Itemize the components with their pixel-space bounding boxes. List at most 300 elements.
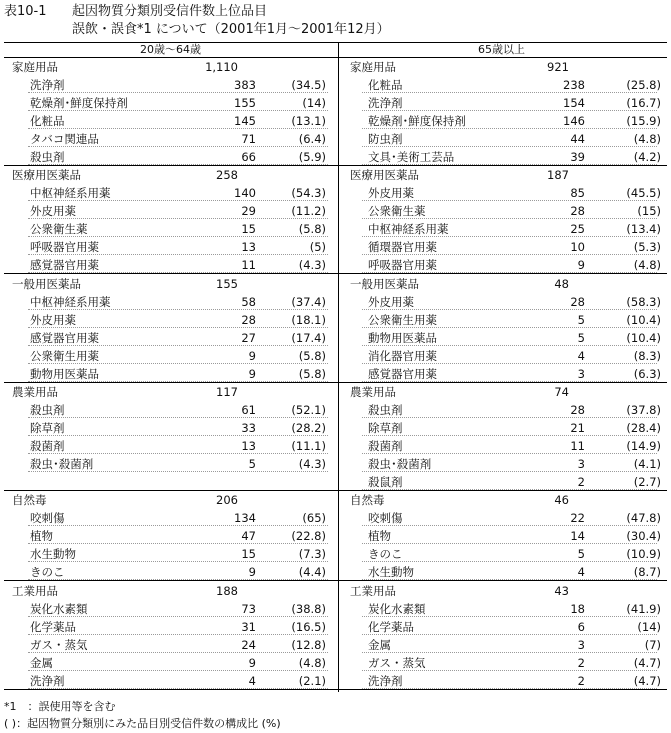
item-name: 乾燥剤･鮮度保持剤 <box>368 114 466 128</box>
item-count: 238 <box>563 78 585 92</box>
item-count: 11 <box>241 258 256 273</box>
item-name: 循環器官用薬 <box>368 240 437 255</box>
item-name: 感覚器官用薬 <box>30 330 99 345</box>
item-count: 2 <box>577 655 585 670</box>
item-count: 5 <box>577 312 585 327</box>
category-row <box>338 58 667 76</box>
item-percent: (28.2) <box>291 420 326 435</box>
row-underline <box>362 146 657 147</box>
item-percent: (6.3) <box>633 366 661 381</box>
row-underline <box>28 272 328 273</box>
item-count: 33 <box>241 420 256 435</box>
item-count: 9 <box>248 348 256 363</box>
table-number: 表10-1 <box>4 4 47 19</box>
item-name: 金属 <box>30 655 53 670</box>
item-name: 殺虫剤 <box>368 402 403 417</box>
item-row <box>4 654 338 672</box>
item-row <box>338 600 667 618</box>
category-row <box>338 582 667 600</box>
item-row <box>338 401 667 419</box>
item-count: 2 <box>577 673 585 688</box>
item-name: 殺虫･殺菌剤 <box>30 456 94 471</box>
row-underline <box>362 417 657 418</box>
item-percent: (65) <box>302 511 326 526</box>
category-total: 155 <box>216 276 238 291</box>
item-name: 化学薬品 <box>30 619 76 634</box>
item-row <box>338 473 667 491</box>
item-count: 6 <box>577 619 585 634</box>
item-row <box>338 256 667 274</box>
item-count: 61 <box>241 402 256 417</box>
table-subtitle: 誤飲・誤食*1 について（2001年1月～2001年12月） <box>72 22 390 37</box>
item-name: 感覚器官用薬 <box>368 366 437 381</box>
item-row <box>4 220 338 238</box>
row-underline <box>362 435 657 436</box>
category-block-left <box>4 491 338 581</box>
row-underline <box>362 489 657 490</box>
item-name: きのこ <box>368 547 403 562</box>
category-row <box>4 491 338 509</box>
item-name: 除草剤 <box>368 420 403 435</box>
item-percent: (5.3) <box>633 240 661 255</box>
column-header-elderly: 65歳以上 <box>478 43 525 56</box>
row-underline <box>28 110 328 111</box>
item-name: 化学薬品 <box>368 619 414 634</box>
item-percent: (5.8) <box>298 366 326 381</box>
item-percent: (8.7) <box>633 565 661 580</box>
category-row <box>4 582 338 600</box>
category-total: 46 <box>554 493 569 508</box>
item-row <box>338 220 667 238</box>
top-rule <box>4 42 667 43</box>
item-row <box>4 112 338 130</box>
item-percent: (10.4) <box>626 312 661 327</box>
table-title-text: 起因物質分類別受信件数上位品目 <box>72 4 268 19</box>
item-count: 27 <box>241 330 256 345</box>
row-underline <box>28 561 328 562</box>
item-count: 9 <box>248 565 256 580</box>
category-name: 一般用医薬品 <box>12 276 81 291</box>
category-block-right <box>338 383 667 491</box>
category-total: 43 <box>554 583 569 598</box>
category-name: 一般用医薬品 <box>350 276 419 291</box>
row-underline <box>362 688 657 689</box>
item-row <box>4 545 338 563</box>
data-table <box>4 58 667 690</box>
item-percent: (2.7) <box>633 474 661 489</box>
item-percent: (13.4) <box>626 222 661 237</box>
item-name: 炭化水素類 <box>368 601 426 616</box>
item-name: 殺鼠剤 <box>368 474 403 489</box>
row-underline <box>362 218 657 219</box>
row-underline <box>362 543 657 544</box>
item-percent: (52.1) <box>291 402 326 417</box>
item-name: 動物用医薬品 <box>368 330 437 345</box>
item-count: 11 <box>570 438 585 453</box>
item-name: 植物 <box>30 529 53 544</box>
item-name: 外皮用薬 <box>30 204 76 219</box>
item-row <box>4 527 338 545</box>
footnote-1: *1 ：誤使用等を含む <box>4 700 116 713</box>
item-count: 47 <box>241 529 256 544</box>
item-percent: (18.1) <box>291 312 326 327</box>
row-underline <box>28 688 328 689</box>
item-name: 中枢神経系用薬 <box>368 222 449 237</box>
item-row <box>4 256 338 274</box>
item-percent: (5.8) <box>298 348 326 363</box>
item-count: 4 <box>248 673 256 688</box>
row-underline <box>362 670 657 671</box>
item-name: 咬刺傷 <box>368 511 403 526</box>
item-name: 防虫剤 <box>368 132 403 146</box>
item-count: 154 <box>563 96 585 110</box>
row-underline <box>28 471 328 472</box>
row-underline <box>28 363 328 364</box>
item-row <box>4 238 338 256</box>
category-name: 医療用医薬品 <box>12 168 81 183</box>
item-count: 28 <box>241 312 256 327</box>
category-name: 工業用品 <box>350 583 396 598</box>
item-name: 洗浄剤 <box>368 96 403 110</box>
row-underline <box>28 435 328 436</box>
item-row <box>4 437 338 455</box>
row-underline <box>362 652 657 653</box>
item-name: 殺菌剤 <box>30 438 65 453</box>
footnote-2: ( )：起因物質分類別にみた品目別受信件数の構成比 (%) <box>4 717 281 730</box>
row-underline <box>362 579 657 580</box>
category-row <box>4 275 338 293</box>
column-header-adult: 20歳～64歳 <box>140 43 201 56</box>
row-underline <box>28 417 328 418</box>
item-count: 5 <box>577 547 585 562</box>
item-name: 洗浄剤 <box>30 673 65 688</box>
item-name: 植物 <box>368 529 391 544</box>
category-name: 農業用品 <box>350 384 396 399</box>
item-row <box>4 329 338 347</box>
item-row <box>338 527 667 545</box>
item-name: 外皮用薬 <box>368 186 414 201</box>
row-underline <box>28 616 328 617</box>
item-count: 5 <box>577 330 585 345</box>
item-percent: (17.4) <box>291 330 326 345</box>
item-count: 21 <box>570 420 585 435</box>
item-percent: (4.7) <box>633 655 661 670</box>
item-row <box>338 545 667 563</box>
row-underline <box>28 652 328 653</box>
row-underline <box>362 92 657 93</box>
item-name: 中枢神経系用薬 <box>30 186 111 201</box>
item-name: 消化器官用薬 <box>368 348 437 363</box>
row-underline <box>28 128 328 129</box>
item-percent: (11.1) <box>291 438 326 453</box>
item-name: 咬刺傷 <box>30 511 65 526</box>
item-row <box>4 636 338 654</box>
item-row <box>338 563 667 581</box>
item-name: 公衆衛生薬 <box>30 222 88 237</box>
item-count: 22 <box>570 511 585 526</box>
row-underline <box>28 579 328 580</box>
category-name: 自然毒 <box>350 493 385 508</box>
item-name: 文具･美術工芸品 <box>368 150 455 164</box>
row-underline <box>362 363 657 364</box>
item-row <box>338 238 667 256</box>
item-row <box>338 112 667 130</box>
item-percent: (22.8) <box>291 529 326 544</box>
category-row <box>338 166 667 184</box>
item-count: 44 <box>570 132 585 146</box>
item-name: 乾燥剤･鮮度保持剤 <box>30 96 128 110</box>
category-row <box>4 383 338 401</box>
item-row <box>4 130 338 148</box>
item-percent: (7) <box>644 637 661 652</box>
category-total: 1,110 <box>205 60 238 74</box>
category-block-right <box>338 582 667 690</box>
category-block-left <box>4 383 338 491</box>
item-count: 39 <box>570 150 585 164</box>
item-row <box>338 654 667 672</box>
item-count: 5 <box>248 456 256 471</box>
row-underline <box>362 345 657 346</box>
item-percent: (4.4) <box>298 565 326 580</box>
category-total: 117 <box>216 384 238 399</box>
item-count: 18 <box>570 601 585 616</box>
item-name: 金属 <box>368 637 391 652</box>
row-underline <box>362 110 657 111</box>
item-percent: (8.3) <box>633 348 661 363</box>
row-underline <box>28 92 328 93</box>
row-underline <box>28 164 328 165</box>
item-percent: (41.9) <box>626 601 661 616</box>
item-name: 洗浄剤 <box>368 673 403 688</box>
item-row <box>338 329 667 347</box>
category-row <box>338 491 667 509</box>
item-row <box>4 419 338 437</box>
item-row <box>338 509 667 527</box>
row-underline <box>362 381 657 382</box>
item-name: 殺虫･殺菌剤 <box>368 456 432 471</box>
item-row <box>338 437 667 455</box>
item-row <box>4 509 338 527</box>
item-count: 145 <box>234 114 256 128</box>
item-count: 140 <box>234 186 256 201</box>
row-underline <box>362 327 657 328</box>
item-count: 3 <box>577 366 585 381</box>
category-block-left <box>4 275 338 383</box>
category-total: 258 <box>216 168 238 183</box>
category-name: 医療用医薬品 <box>350 168 419 183</box>
item-percent: (4.8) <box>633 132 661 146</box>
item-percent: (37.8) <box>626 402 661 417</box>
item-count: 29 <box>241 204 256 219</box>
item-row <box>338 76 667 94</box>
item-percent: (13.1) <box>291 114 326 128</box>
item-row <box>338 94 667 112</box>
item-row <box>4 202 338 220</box>
item-count: 13 <box>241 438 256 453</box>
item-row <box>4 311 338 329</box>
item-row <box>4 148 338 166</box>
item-percent: (38.8) <box>291 601 326 616</box>
item-row <box>338 293 667 311</box>
item-name: 外皮用薬 <box>368 294 414 309</box>
row-underline <box>362 254 657 255</box>
item-percent: (34.5) <box>291 78 326 92</box>
category-block-right <box>338 166 667 274</box>
item-name: 殺菌剤 <box>368 438 403 453</box>
item-count: 134 <box>234 511 256 526</box>
item-percent: (5) <box>309 240 326 255</box>
item-count: 71 <box>241 132 256 146</box>
item-count: 2 <box>577 474 585 489</box>
item-row <box>4 672 338 690</box>
row-underline <box>362 561 657 562</box>
item-name: 化粧品 <box>368 78 403 92</box>
item-percent: (15) <box>637 204 661 219</box>
item-row <box>4 618 338 636</box>
item-percent: (37.4) <box>291 294 326 309</box>
item-row <box>338 311 667 329</box>
item-row <box>338 672 667 690</box>
category-block-left <box>4 582 338 690</box>
item-percent: (15.9) <box>626 114 661 128</box>
item-name: 殺虫剤 <box>30 150 65 164</box>
item-row <box>338 347 667 365</box>
row-underline <box>28 200 328 201</box>
item-count: 155 <box>234 96 256 110</box>
item-percent: (4.3) <box>298 456 326 471</box>
item-name: ガス・蒸気 <box>368 655 426 670</box>
item-row <box>338 636 667 654</box>
item-name: 公衆衛生用薬 <box>368 312 437 327</box>
item-count: 10 <box>570 240 585 255</box>
item-percent: (4.8) <box>298 655 326 670</box>
item-row <box>4 293 338 311</box>
row-underline <box>28 309 328 310</box>
item-percent: (10.9) <box>626 547 661 562</box>
item-count: 3 <box>577 637 585 652</box>
item-row <box>4 94 338 112</box>
row-underline <box>28 453 328 454</box>
category-block-left <box>4 166 338 274</box>
row-underline <box>362 471 657 472</box>
row-underline <box>28 254 328 255</box>
row-underline <box>28 381 328 382</box>
item-count: 3 <box>577 456 585 471</box>
item-count: 146 <box>563 114 585 128</box>
item-row <box>338 618 667 636</box>
category-block-right <box>338 58 667 166</box>
item-name: 呼吸器官用薬 <box>30 240 99 255</box>
item-row <box>338 202 667 220</box>
item-percent: (45.5) <box>626 186 661 201</box>
item-name: 動物用医薬品 <box>30 366 99 381</box>
item-name: 公衆衛生用薬 <box>30 348 99 363</box>
item-name: 中枢神経系用薬 <box>30 294 111 309</box>
item-name: 呼吸器官用薬 <box>368 258 437 273</box>
item-count: 73 <box>241 601 256 616</box>
item-name: 水生動物 <box>30 547 76 562</box>
item-row <box>338 148 667 166</box>
category-total: 74 <box>554 384 569 399</box>
item-percent: (4.8) <box>633 258 661 273</box>
row-underline <box>362 164 657 165</box>
item-row <box>338 184 667 202</box>
item-percent: (2.1) <box>298 673 326 688</box>
row-underline <box>28 327 328 328</box>
item-percent: (4.3) <box>298 258 326 273</box>
item-percent: (58.3) <box>626 294 661 309</box>
item-name: 除草剤 <box>30 420 65 435</box>
category-name: 自然毒 <box>12 493 47 508</box>
category-row <box>338 275 667 293</box>
item-row <box>338 365 667 383</box>
item-name: 炭化水素類 <box>30 601 88 616</box>
item-count: 28 <box>570 402 585 417</box>
row-underline <box>28 218 328 219</box>
item-count: 24 <box>241 637 256 652</box>
item-percent: (4.7) <box>633 673 661 688</box>
row-underline <box>28 525 328 526</box>
item-percent: (4.1) <box>633 456 661 471</box>
item-percent: (30.4) <box>626 529 661 544</box>
row-underline <box>362 272 657 273</box>
item-percent: (16.7) <box>626 96 661 110</box>
row-underline <box>362 634 657 635</box>
item-count: 13 <box>241 240 256 255</box>
item-count: 15 <box>241 222 256 237</box>
item-count: 25 <box>570 222 585 237</box>
item-percent: (7.3) <box>298 547 326 562</box>
item-name: 化粧品 <box>30 114 65 128</box>
item-count: 58 <box>241 294 256 309</box>
table-title <box>4 4 267 20</box>
item-percent: (12.8) <box>291 637 326 652</box>
item-count: 4 <box>577 565 585 580</box>
category-block-left <box>4 58 338 166</box>
item-percent: (5.9) <box>298 150 326 164</box>
item-count: 9 <box>248 655 256 670</box>
category-total: 187 <box>547 168 569 183</box>
item-row <box>338 455 667 473</box>
category-block-right <box>338 275 667 383</box>
item-name: きのこ <box>30 565 65 580</box>
category-row <box>4 166 338 184</box>
item-count: 66 <box>241 150 256 164</box>
item-count: 14 <box>570 529 585 544</box>
category-name: 家庭用品 <box>350 60 396 74</box>
item-count: 4 <box>577 348 585 363</box>
item-name: 洗浄剤 <box>30 78 65 92</box>
item-percent: (54.3) <box>291 186 326 201</box>
item-count: 28 <box>570 294 585 309</box>
row-underline <box>362 128 657 129</box>
item-name: タバコ関連品 <box>30 132 99 146</box>
item-percent: (47.8) <box>626 511 661 526</box>
item-row <box>4 365 338 383</box>
item-name: 感覚器官用薬 <box>30 258 99 273</box>
item-percent: (4.2) <box>633 150 661 164</box>
row-underline <box>362 309 657 310</box>
item-row <box>4 401 338 419</box>
category-block-right <box>338 491 667 581</box>
item-name: ガス・蒸気 <box>30 637 88 652</box>
category-name: 工業用品 <box>12 583 58 598</box>
item-percent: (16.5) <box>291 619 326 634</box>
item-name: 外皮用薬 <box>30 312 76 327</box>
item-percent: (6.4) <box>298 132 326 146</box>
item-percent: (14) <box>302 96 326 110</box>
item-count: 15 <box>241 547 256 562</box>
